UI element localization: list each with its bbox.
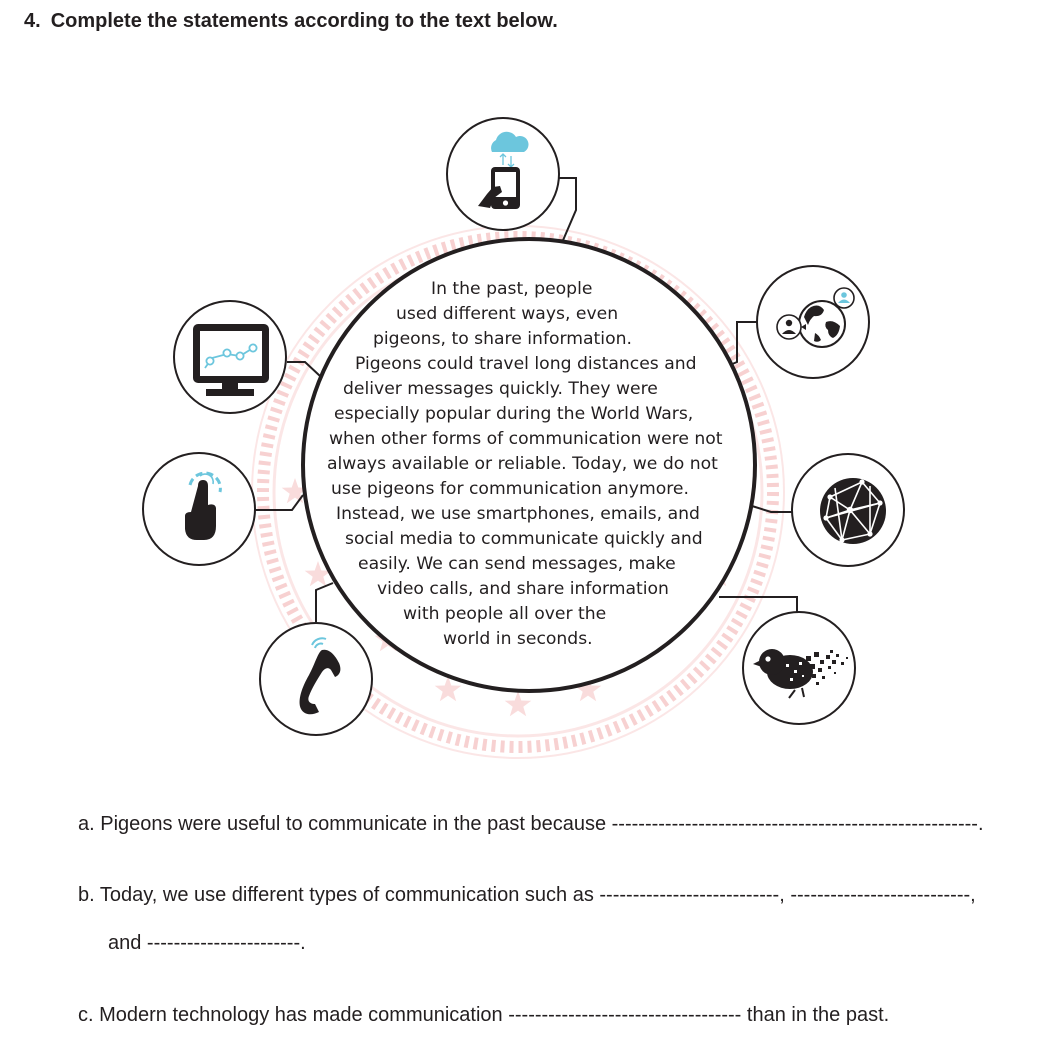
passage-line: Pigeons could travel long distances and (355, 354, 697, 374)
passage-line: world in seconds. (443, 629, 593, 649)
statement-b[interactable]: b. Today, we use different types of communication such as ---------------------------, ---------------------------, (78, 884, 976, 906)
exercise-instruction: Complete the statements according to the text below. (50, 10, 558, 32)
passage-line: easily. We can send messages, make (358, 554, 676, 574)
passage-line: used different ways, even (396, 304, 619, 324)
passage-line: always available or reliable. Today, we do not (327, 454, 718, 474)
exercise-number: 4. (24, 10, 41, 32)
passage-line: use pigeons for communication anymore. (331, 479, 689, 499)
passage-line: Instead, we use smartphones, emails, and (336, 504, 700, 524)
passage-line: pigeons, to share information. (373, 329, 632, 349)
passage-line: social media to communicate quickly and (345, 529, 703, 549)
statement-c[interactable]: c. Modern technology has made communication ----------------------------------- than in the past. (78, 1004, 890, 1026)
passage-line: when other forms of communication were not (329, 429, 723, 449)
passage-line: deliver messages quickly. They were (343, 379, 658, 399)
passage-line: In the past, people (431, 279, 593, 299)
passage-line: with people all over the (403, 604, 607, 624)
statement-b-continued[interactable]: and -----------------------. (108, 932, 306, 954)
passage-line: especially popular during the World Wars, (334, 404, 694, 424)
globe-network-icon (820, 478, 886, 544)
statement-a[interactable]: a. Pigeons were useful to communicate in the past because -------------------------------------------------------. (78, 813, 984, 835)
passage-line: video calls, and share information (377, 579, 669, 599)
